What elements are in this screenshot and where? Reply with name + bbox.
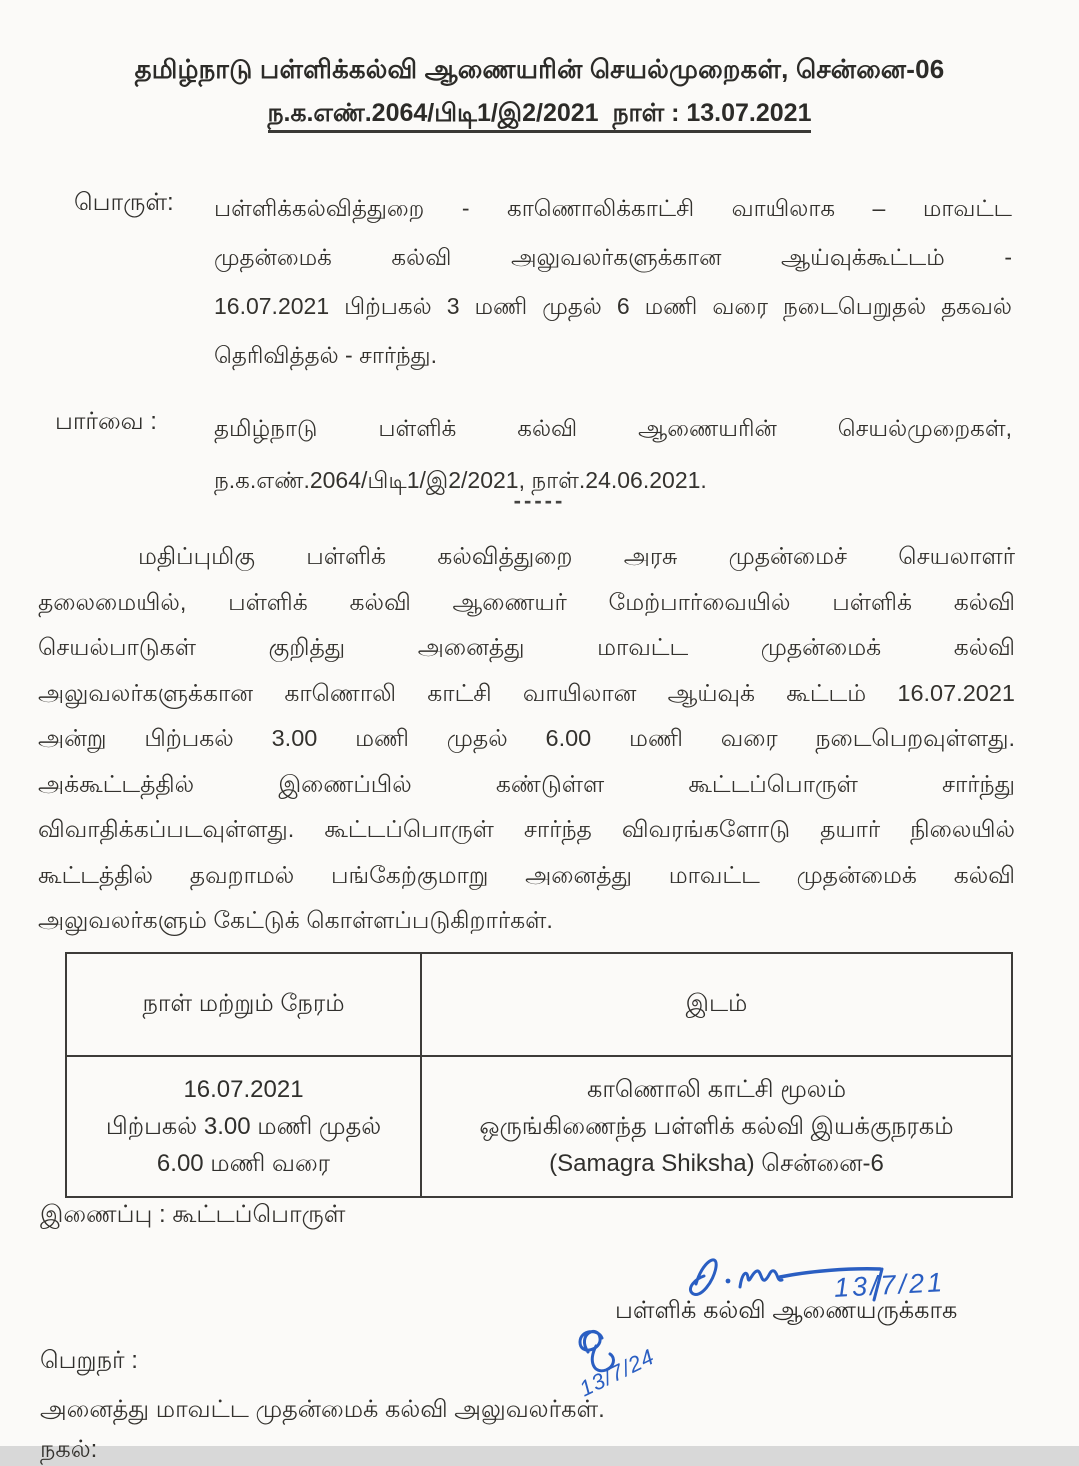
body-paragraph <box>38 534 1015 944</box>
table-header-row <box>66 953 1012 1056</box>
table-header-venue: இடம் <box>421 953 1012 1056</box>
body-line: அலுவலர்களும் கேட்டுக் கொள்ளப்படுகிறார்கள். <box>38 907 553 933</box>
body-line: அக்கூட்டத்தில் இணைப்பில் கண்டுள்ள கூட்டப்பொருள் சார்ந்து <box>38 770 1015 797</box>
venue-line: ஒருங்கிணைந்த பள்ளிக் கல்வி இயக்குநரகம் <box>479 1113 954 1140</box>
reference-label: பார்வை : <box>55 408 157 435</box>
section-divider-dashes: ----- <box>513 488 566 513</box>
datetime-line: 16.07.2021 <box>183 1076 304 1103</box>
enclosure-note: இணைப்பு : கூட்டப்பொருள் <box>40 1201 346 1228</box>
table-header-datetime: நாள் மற்றும் நேரம் <box>66 953 421 1056</box>
venue-line: (Samagra Shiksha) சென்னை-6 <box>549 1150 884 1177</box>
datetime-line: பிற்பகல் 3.00 மணி முதல் <box>105 1113 382 1140</box>
datetime-cell <box>66 1056 421 1197</box>
subject-text-block <box>214 184 1012 380</box>
copy-label-partial: நகல்: <box>40 1436 98 1463</box>
body-line: மதிப்புமிகு பள்ளிக் கல்வித்துறை அரசு முதன்மைச் செயலாளர் <box>138 543 1015 569</box>
subject-line: பள்ளிக்கல்வித்துறை - காணொலிக்காட்சி வாயிலாக – மாவட்ட <box>214 195 1012 221</box>
venue-cell <box>421 1056 1012 1197</box>
datetime-line: 6.00 மணி வரை <box>156 1150 331 1177</box>
table-row <box>66 1056 1012 1197</box>
subject-line: 16.07.2021 பிற்பகல் 3 மணி முதல் 6 மணி வரை நடைபெறுதல் தகவல் <box>214 293 1012 319</box>
reference-line: தமிழ்நாடு பள்ளிக் கல்வி ஆணையரின் செயல்முறைகள், <box>214 415 1012 441</box>
subject-label: பொருள்: <box>74 189 174 216</box>
subject-line: தெரிவித்தல் - சார்ந்து. <box>214 342 437 368</box>
body-line: விவாதிக்கப்படவுள்ளது. கூட்டப்பொருள் சார்ந்த விவரங்களோடு தயார் நிலையில் <box>38 816 1015 842</box>
recipient-line: அனைத்து மாவட்ட முதன்மைக் கல்வி அலுவலர்கள். <box>40 1396 605 1423</box>
body-line: அன்று பிற்பகல் 3.00 மணி முதல் 6.00 மணி வரை நடைபெறவுள்ளது. <box>38 725 1015 751</box>
document-title: தமிழ்நாடு பள்ளிக்கல்வி ஆணையரின் செயல்முறைகள், சென்னை-06 <box>134 54 945 84</box>
body-line: கூட்டத்தில் தவறாமல் பங்கேற்குமாறு அனைத்து மாவட்ட முதன்மைக் கல்வி <box>38 861 1015 888</box>
venue-line: காணொலி காட்சி மூலம் <box>586 1076 847 1103</box>
body-line: செயல்பாடுகள் குறித்து அனைத்து மாவட்ட முதன்மைக் கல்வி <box>38 634 1015 660</box>
reference-line: ந.க.எண்.2064/பிடி1/இ2/2021, நாள்.24.06.2021. <box>214 467 707 493</box>
signatory-designation: பள்ளிக் கல்வி ஆணையருக்காக <box>615 1297 958 1324</box>
recipient-label: பெறுநர் : <box>40 1347 138 1374</box>
body-line: தலைமையில், பள்ளிக் கல்வி ஆணையர் மேற்பார்வையில் பள்ளிக் கல்வி <box>38 588 1015 615</box>
received-date-handwritten: 13/7/24 <box>575 1343 659 1402</box>
body-line: அலுவலர்களுக்கான காணொலி காட்சி வாயிலான ஆய்வுக் கூட்டம் 16.07.2021 <box>38 679 1015 706</box>
reference-number-line: ந.க.எண்.2064/பிடி1/இ2/2021 நாள் : 13.07.2021 <box>268 99 812 133</box>
signature-date-handwritten: 13/7/21 <box>833 1267 946 1303</box>
subject-line: முதன்மைக் கல்வி அலுவலர்களுக்கான ஆய்வுக்கூட்டம் - <box>214 244 1012 270</box>
schedule-table <box>65 952 1013 1198</box>
reference-number-row <box>0 99 1079 131</box>
